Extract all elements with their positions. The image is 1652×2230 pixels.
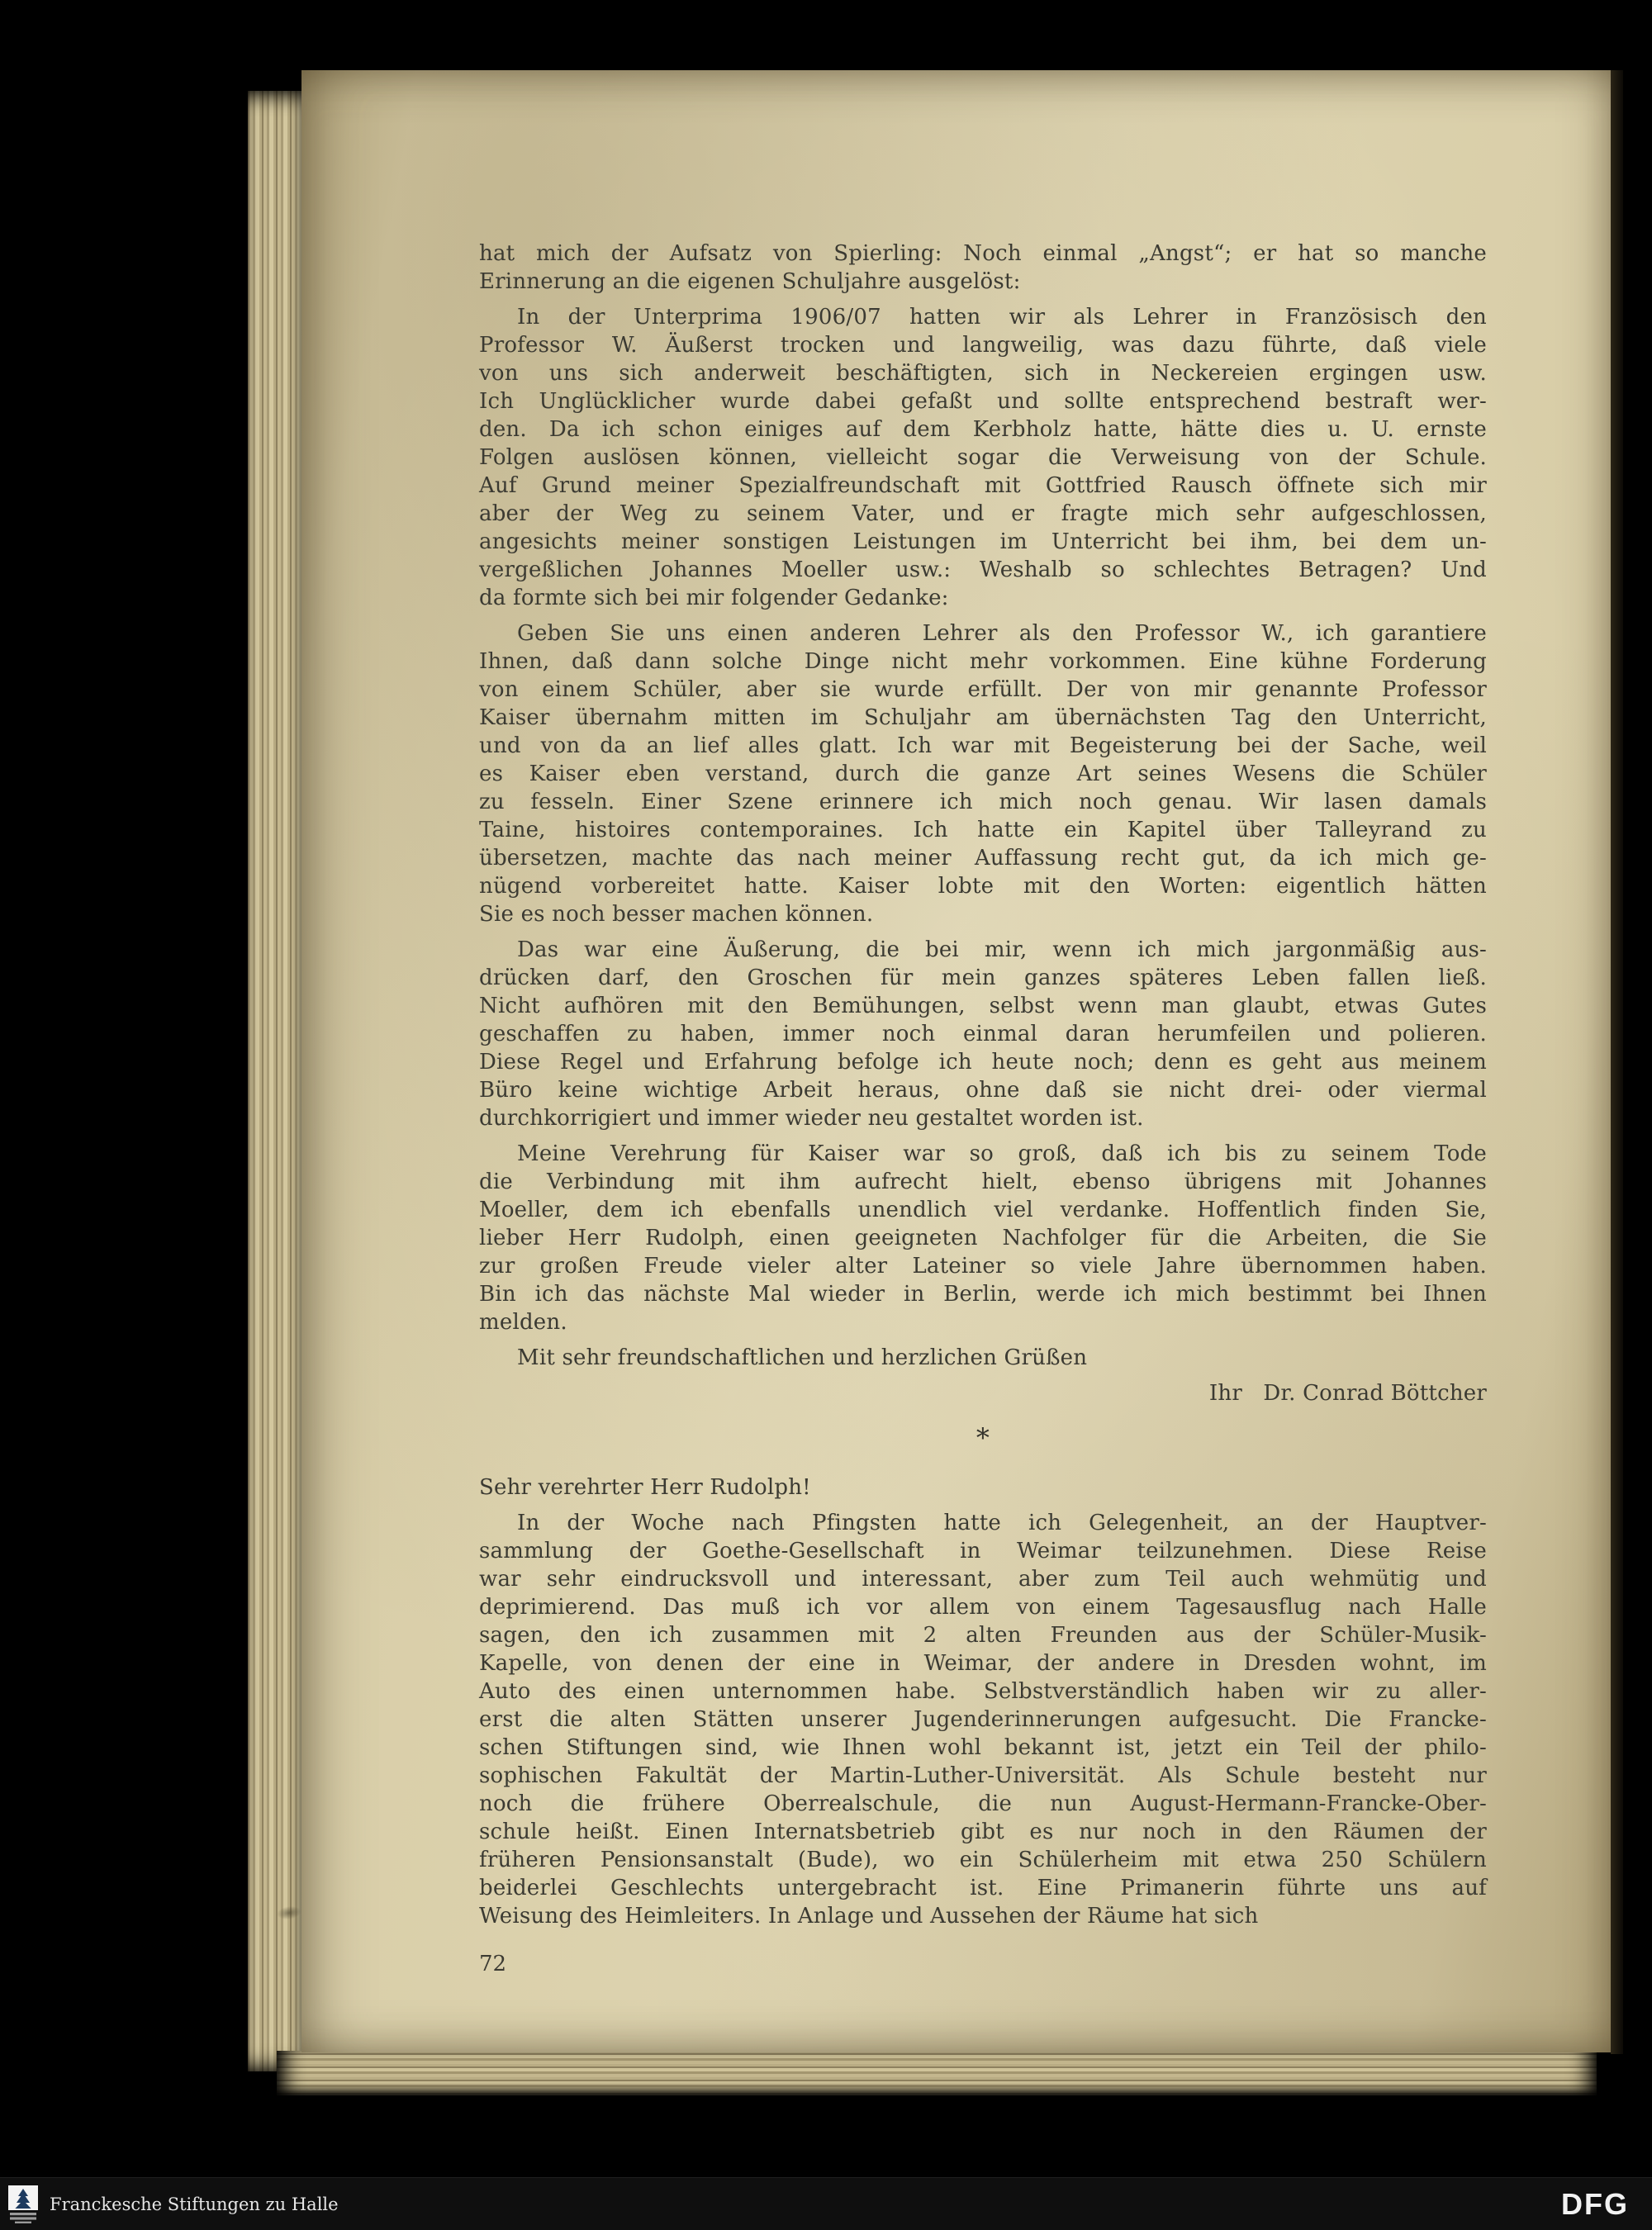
text-line: noch die frühere Oberrealschule, die nun August-Hermann-Francke-Ober- [479, 1791, 1487, 1816]
page-number: 72 [479, 1952, 507, 1976]
text-line: zur großen Freude vieler alter Lateiner so viele Jahre übernommen haben. [479, 1254, 1487, 1279]
text-line: sophischen Fakultät der Martin-Luther-Universität. Als Schule besteht nur [479, 1763, 1487, 1788]
text-line: Kapelle, von denen der eine in Weimar, der andere in Dresden wohnt, im [479, 1651, 1487, 1676]
text-line: und von da an lief alles glatt. Ich war mit Begeisterung bei der Sache, weil [479, 733, 1487, 758]
text-line: Erinnerung an die eigenen Schuljahre ausgelöst: [479, 269, 1021, 294]
text-line: von einem Schüler, aber sie wurde erfüllt. Der von mir genannte Professor [479, 677, 1487, 702]
text-line: übersetzen, machte das nach meiner Auffassung recht gut, da ich mich ge- [479, 846, 1487, 871]
dfg-logo[interactable]: DFG [1561, 2186, 1629, 2221]
book-page-edges-left [248, 91, 302, 2071]
text-line: beiderlei Geschlechts untergebracht ist. Eine Primanerin führte uns auf [479, 1876, 1487, 1900]
text-line: Geben Sie uns einen anderen Lehrer als den Professor W., ich garantiere [517, 621, 1487, 646]
text-line: Weisung des Heimleiters. In Anlage und Aussehen der Räume hat sich [479, 1904, 1259, 1929]
text-line: Sehr verehrter Herr Rudolph! [479, 1475, 811, 1500]
text-line: Taine, histoires contemporaines. Ich hatte ein Kapitel über Talleyrand zu [479, 818, 1487, 842]
text-line: Ich Unglücklicher wurde dabei gefaßt und sollte entsprechend bestraft wer- [479, 389, 1487, 414]
text-line: erst die alten Stätten unserer Jugenderinnerungen aufgesucht. Die Francke- [479, 1707, 1487, 1732]
text-line: den. Da ich schon einiges auf dem Kerbholz hatte, hätte dies u. U. ernste [479, 417, 1487, 442]
text-line: Ihr Dr. Conrad Böttcher [1208, 1381, 1487, 1406]
book-page-edges-bottom [277, 2051, 1597, 2095]
footer-bar [0, 2177, 1652, 2230]
text-line: melden. [479, 1310, 567, 1335]
text-line: von uns sich anderweit beschäftigten, sich in Neckereien ergingen usw. [479, 361, 1487, 386]
text-line: Ihnen, daß dann solche Dinge nicht mehr vorkommen. Eine kühne Forderung [479, 649, 1487, 674]
text-line: Moeller, dem ich ebenfalls unendlich viel verdanke. Hoffentlich finden Sie, [479, 1198, 1487, 1222]
text-line: Büro keine wichtige Arbeit heraus, ohne daß sie nicht drei- oder viermal [479, 1078, 1487, 1103]
text-line: geschaffen zu haben, immer noch einmal daran herumfeilen und polieren. [479, 1022, 1487, 1046]
book-gutter-shadow [1611, 70, 1623, 2054]
text-line: durchkorrigiert und immer wieder neu gestaltet worden ist. [479, 1106, 1144, 1131]
text-line: deprimierend. Das muß ich vor allem von einem Tagesausflug nach Halle [479, 1595, 1487, 1620]
text-line: schule heißt. Einen Internatsbetrieb gibt es nur noch in den Räumen der [479, 1820, 1487, 1844]
text-line: Mit sehr freundschaftlichen und herzlichen Grüßen [517, 1345, 1088, 1370]
text-line: hat mich der Aufsatz von Spierling: Noch einmal „Angst“; er hat so manche [479, 241, 1487, 266]
library-brand[interactable] [8, 2185, 339, 2223]
text-line: In der Woche nach Pfingsten hatte ich Gelegenheit, an der Hauptver- [517, 1511, 1487, 1535]
text-line: da formte sich bei mir folgender Gedanke: [479, 586, 949, 610]
text-line: Diese Regel und Erfahrung befolge ich heute noch; denn es geht aus meinem [479, 1050, 1487, 1075]
text-line: In der Unterprima 1906/07 hatten wir als Lehrer in Französisch den [517, 305, 1487, 330]
paragraph [479, 1509, 1487, 1930]
text-line: Bin ich das nächste Mal wieder in Berlin, werde ich mich bestimmt bei Ihnen [479, 1282, 1487, 1307]
text-line: früheren Pensionsanstalt (Bude), wo ein Schülerheim mit etwa 250 Schülern [479, 1848, 1487, 1872]
text-line: vergeßlichen Johannes Moeller usw.: Weshalb so schlechtes Betragen? Und [479, 558, 1487, 582]
text-line: angesichts meiner sonstigen Leistungen im Unterricht bei ihm, bei dem un- [479, 529, 1487, 554]
paragraph [479, 240, 1487, 296]
text-line: Kaiser übernahm mitten im Schuljahr am übernächsten Tag den Unterricht, [479, 705, 1487, 730]
text-line: drücken darf, den Groschen für mein ganzes späteres Leben fallen ließ. [479, 966, 1487, 990]
text-line: es Kaiser eben verstand, durch die ganze Art seines Wesens die Schüler [479, 762, 1487, 786]
text-line: Auto des einen unternommen habe. Selbstverständlich haben wir zu aller- [479, 1679, 1487, 1704]
paragraph [479, 1140, 1487, 1336]
text-line: Meine Verehrung für Kaiser war so groß, daß ich bis zu seinem Tode [517, 1141, 1487, 1166]
text-line: schen Stiftungen sind, wie Ihnen wohl bekannt ist, jetzt ein Teil der philo- [479, 1735, 1487, 1760]
text-line: Sie es noch besser machen können. [479, 902, 874, 927]
library-label: Franckesche Stiftungen zu Halle [50, 2194, 339, 2214]
text-line: zu fesseln. Einer Szene erinnere ich mich noch genau. Wir lasen damals [479, 790, 1487, 814]
text-line: sammlung der Goethe-Gesellschaft in Weimar teilzunehmen. Diese Reise [479, 1539, 1487, 1563]
text-line: Professor W. Äußerst trocken und langweilig, was dazu führte, daß viele [479, 333, 1487, 358]
paragraph [479, 619, 1487, 928]
asterisk-separator: * [976, 1422, 990, 1454]
text-line: lieber Herr Rudolph, einen geeigneten Nachfolger für die Arbeiten, die Sie [479, 1226, 1487, 1250]
text-line: Folgen auslösen können, vielleicht sogar die Verweisung von der Schule. [479, 445, 1487, 470]
text-line: Auf Grund meiner Spezialfreundschaft mit Gottfried Rausch öffnete sich mir [479, 473, 1487, 498]
text-line: Nicht aufhören mit den Bemühungen, selbst wenn man glaubt, etwas Gutes [479, 994, 1487, 1018]
text-line: Das war eine Äußerung, die bei mir, wenn ich mich jargonmäßig aus- [517, 937, 1487, 962]
text-line: die Verbindung mit ihm aufrecht hielt, ebenso übrigens mit Johannes [479, 1170, 1487, 1194]
stiftungen-logo-icon [8, 2185, 38, 2223]
scanned-book-page [301, 70, 1611, 2052]
text-line: nügend vorbereitet hatte. Kaiser lobte mit den Worten: eigentlich hätten [479, 874, 1487, 899]
paragraph [479, 303, 1487, 612]
text-line: war sehr eindrucksvoll und interessant, aber zum Teil auch wehmütig und [479, 1567, 1487, 1592]
page-text [479, 240, 1487, 1930]
text-line: sagen, den ich zusammen mit 2 alten Freunden aus der Schüler-Musik- [479, 1623, 1487, 1648]
paragraph [479, 936, 1487, 1132]
text-line: aber der Weg zu seinem Vater, und er fragte mich sehr aufgeschlossen, [479, 501, 1487, 526]
